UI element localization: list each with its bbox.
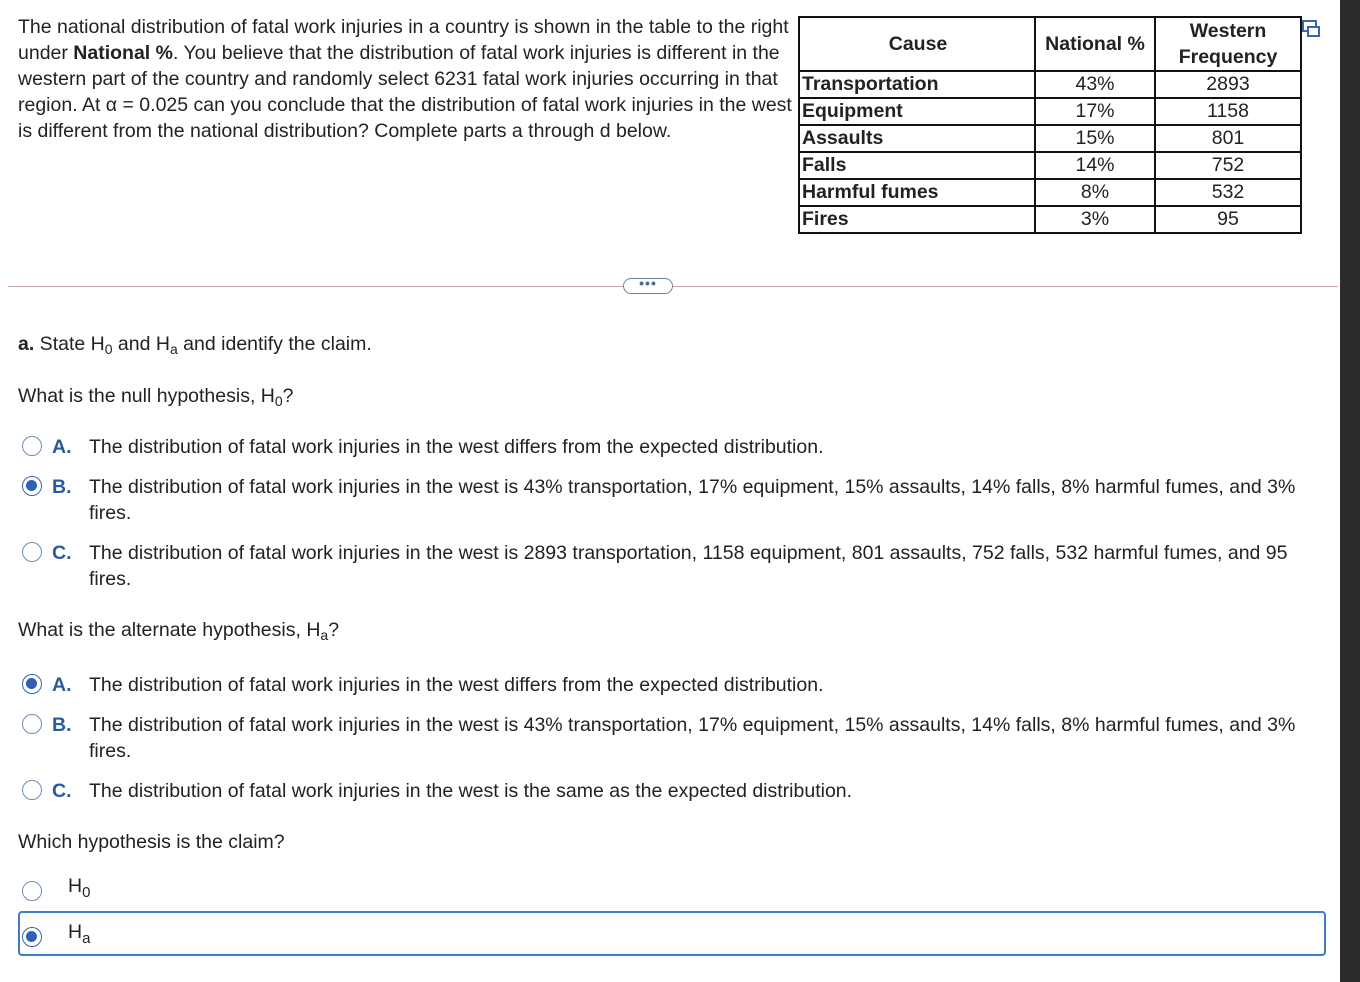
option-text: The distribution of fatal work injuries in the west differs from the expected distribution. xyxy=(89,674,824,696)
cell-western: 801 xyxy=(1155,125,1301,152)
part-a-text: and identify the claim. xyxy=(177,333,372,355)
radio-button[interactable] xyxy=(22,674,42,694)
table-header-row xyxy=(799,17,1301,71)
copy-icon[interactable] xyxy=(1300,18,1322,40)
radio-button[interactable] xyxy=(22,927,42,947)
cell-cause: Transportation xyxy=(799,71,1035,98)
claim-question: Which hypothesis is the claim? xyxy=(18,831,285,853)
focused-option-outline xyxy=(18,911,1326,956)
problem-text-1: The national distribution of fatal work injuries in a country is shown in the table to the right under xyxy=(18,16,789,64)
cell-western: 752 xyxy=(1155,152,1301,179)
claim-label-h0 xyxy=(68,875,90,901)
null-option-a[interactable] xyxy=(22,434,1322,460)
option-letter: A. xyxy=(52,674,72,696)
right-edge-bar xyxy=(1340,0,1360,982)
option-text: The distribution of fatal work injuries in the west is 2893 transportation, 1158 equipment, 801 assaults, 752 falls, 532 harmful fumes, and 95 fires. xyxy=(89,542,1288,590)
cell-western: 2893 xyxy=(1155,71,1301,98)
alt-question-text: What is the alternate hypothesis, H xyxy=(18,619,321,641)
option-letter: B. xyxy=(52,714,72,736)
part-a-label: a. xyxy=(18,333,35,355)
null-option-b[interactable] xyxy=(22,474,1322,526)
header-western xyxy=(1155,17,1301,71)
part-a-text: State H xyxy=(34,333,105,355)
alt-option-b[interactable] xyxy=(22,712,1322,764)
subscript-0: 0 xyxy=(104,341,113,357)
subscript-a: a xyxy=(169,341,178,357)
option-text: The distribution of fatal work injuries in the west is 43% transportation, 17% equipment, 15% assaults, 14% falls, 8% harmful fumes, and 3% fires. xyxy=(89,476,1296,524)
subscript-0: 0 xyxy=(274,393,283,409)
part-a-heading xyxy=(18,333,372,357)
part-a-text: and H xyxy=(112,333,170,355)
option-letter: C. xyxy=(52,542,72,564)
table-row xyxy=(799,125,1301,152)
cell-national: 8% xyxy=(1035,179,1155,206)
option-text: The distribution of fatal work injuries in the west differs from the expected distribution. xyxy=(89,436,824,458)
cell-cause: Harmful fumes xyxy=(799,179,1035,206)
question-mark: ? xyxy=(328,619,340,641)
null-option-c[interactable] xyxy=(22,540,1322,592)
cell-national: 14% xyxy=(1035,152,1155,179)
option-text: The distribution of fatal work injuries in the west is 43% transportation, 17% equipment, 15% assaults, 14% falls, 8% harmful fumes, and 3% fires. xyxy=(89,714,1296,762)
claim-label-ha xyxy=(68,921,90,947)
option-letter: C. xyxy=(52,780,72,802)
radio-button[interactable] xyxy=(22,714,42,734)
subscript-a: a xyxy=(82,930,91,947)
alt-question xyxy=(18,619,339,643)
cell-cause: Falls xyxy=(799,152,1035,179)
question-mark: ? xyxy=(282,385,294,407)
table-row xyxy=(799,206,1301,233)
radio-button[interactable] xyxy=(22,881,42,901)
cell-cause: Assaults xyxy=(799,125,1035,152)
header-cause: Cause xyxy=(799,17,1035,71)
section-divider xyxy=(8,286,1338,287)
null-question-text: What is the null hypothesis, H xyxy=(18,385,275,407)
ellipsis-icon[interactable]: ••• xyxy=(623,278,673,294)
cell-western: 1158 xyxy=(1155,98,1301,125)
h-letter: H xyxy=(68,921,83,943)
subscript-0: 0 xyxy=(82,884,91,901)
table-row xyxy=(799,152,1301,179)
null-question xyxy=(18,385,294,409)
problem-statement xyxy=(18,14,798,144)
option-letter: A. xyxy=(52,436,72,458)
alt-option-c[interactable] xyxy=(22,778,1322,804)
claim-option-h0[interactable] xyxy=(22,875,122,905)
cell-national: 17% xyxy=(1035,98,1155,125)
cell-western: 95 xyxy=(1155,206,1301,233)
table-row xyxy=(799,179,1301,206)
cell-national: 3% xyxy=(1035,206,1155,233)
header-western-label: Western Frequency xyxy=(1178,20,1278,68)
h-letter: H xyxy=(68,875,83,897)
option-letter: B. xyxy=(52,476,72,498)
problem-text-2: . You believe that the distribution of fatal work injuries is different in the western part of the country and randomly select 6231 fatal work injuries occurring in that region. At α = 0.025 can you conclude that the distribution of fatal work injuries in the west is different from the national distribution? Complete parts a through d below. xyxy=(18,42,792,142)
header-national: National % xyxy=(1035,17,1155,71)
cell-cause: Fires xyxy=(799,206,1035,233)
cell-western: 532 xyxy=(1155,179,1301,206)
subscript-a: a xyxy=(320,627,329,643)
radio-button[interactable] xyxy=(22,542,42,562)
data-table xyxy=(798,16,1302,234)
radio-button[interactable] xyxy=(22,436,42,456)
radio-button[interactable] xyxy=(22,780,42,800)
cell-national: 43% xyxy=(1035,71,1155,98)
radio-button[interactable] xyxy=(22,476,42,496)
table-row xyxy=(799,98,1301,125)
cell-national: 15% xyxy=(1035,125,1155,152)
table-row xyxy=(799,71,1301,98)
option-text: The distribution of fatal work injuries in the west is the same as the expected distribution. xyxy=(89,780,853,802)
problem-bold-term: National % xyxy=(73,42,173,64)
claim-option-ha[interactable] xyxy=(22,921,122,951)
cell-cause: Equipment xyxy=(799,98,1035,125)
alt-option-a[interactable] xyxy=(22,672,1322,698)
